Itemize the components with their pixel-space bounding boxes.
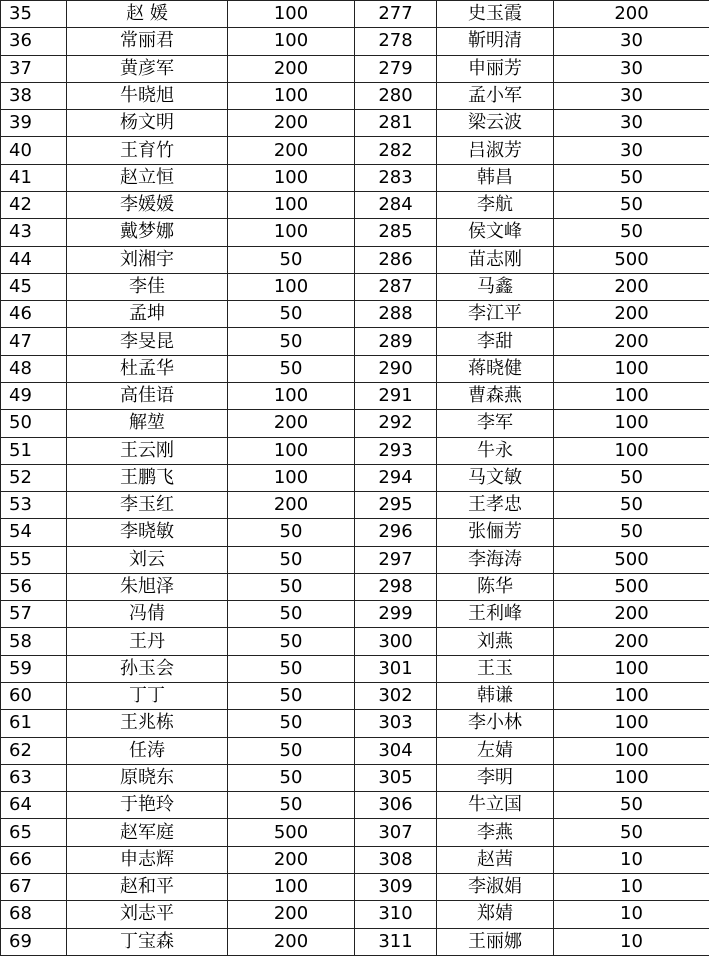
left-cell-amount[interactable]: 200: [228, 55, 355, 82]
left-cell-number[interactable]: 39: [1, 110, 67, 137]
left-cell-number[interactable]: 49: [1, 382, 67, 409]
right-cell-name[interactable]: 蒋晓健: [437, 355, 554, 382]
left-cell-amount[interactable]: 200: [228, 901, 355, 928]
right-cell-number[interactable]: 280: [355, 82, 437, 109]
table-row: [1, 437, 709, 464]
left-cell-name[interactable]: 王云刚: [67, 437, 228, 464]
left-cell-name[interactable]: 牛晓旭: [67, 82, 228, 109]
table-row: [1, 874, 709, 901]
table-row: [1, 137, 709, 164]
right-cell-amount[interactable]: 200: [554, 601, 709, 628]
left-cell-number[interactable]: 35: [1, 1, 67, 28]
left-cell-amount[interactable]: 100: [228, 191, 355, 218]
right-cell-number[interactable]: 290: [355, 355, 437, 382]
right-cell-number[interactable]: 277: [355, 1, 437, 28]
left-cell-name[interactable]: 赵 媛: [67, 1, 228, 28]
right-cell-amount[interactable]: 50: [554, 191, 709, 218]
left-cell-name[interactable]: 王兆栋: [67, 710, 228, 737]
right-cell-name[interactable]: 史玉霞: [437, 1, 554, 28]
right-cell-name[interactable]: 郑婧: [437, 901, 554, 928]
right-cell-number[interactable]: 279: [355, 55, 437, 82]
table-row: [1, 601, 709, 628]
left-cell-amount[interactable]: 50: [228, 792, 355, 819]
left-cell-name[interactable]: 李旻昆: [67, 328, 228, 355]
left-cell-number[interactable]: 36: [1, 28, 67, 55]
right-cell-amount[interactable]: 200: [554, 301, 709, 328]
right-cell-number[interactable]: 283: [355, 164, 437, 191]
right-cell-amount[interactable]: 100: [554, 710, 709, 737]
table-row: [1, 792, 709, 819]
left-cell-number[interactable]: 46: [1, 301, 67, 328]
right-cell-number[interactable]: 289: [355, 328, 437, 355]
table-row: [1, 819, 709, 846]
right-cell-name[interactable]: 苗志刚: [437, 246, 554, 273]
right-cell-amount[interactable]: 50: [554, 219, 709, 246]
table-row: [1, 764, 709, 791]
right-cell-amount[interactable]: 10: [554, 928, 709, 955]
right-cell-number[interactable]: 310: [355, 901, 437, 928]
left-cell-amount[interactable]: 100: [228, 164, 355, 191]
left-cell-name[interactable]: 任涛: [67, 737, 228, 764]
table-row: [1, 519, 709, 546]
right-cell-name[interactable]: 李燕: [437, 819, 554, 846]
right-cell-number[interactable]: 300: [355, 628, 437, 655]
right-cell-name[interactable]: 李小林: [437, 710, 554, 737]
left-cell-amount[interactable]: 100: [228, 28, 355, 55]
left-cell-name[interactable]: 赵和平: [67, 874, 228, 901]
right-cell-amount[interactable]: 50: [554, 792, 709, 819]
right-cell-amount[interactable]: 50: [554, 519, 709, 546]
left-cell-amount[interactable]: 500: [228, 819, 355, 846]
left-cell-number[interactable]: 56: [1, 573, 67, 600]
right-cell-name[interactable]: 李江平: [437, 301, 554, 328]
table-row: [1, 737, 709, 764]
left-cell-name[interactable]: 朱旭泽: [67, 573, 228, 600]
left-cell-number[interactable]: 52: [1, 464, 67, 491]
table-row: [1, 464, 709, 491]
left-cell-amount[interactable]: 50: [228, 301, 355, 328]
left-cell-name[interactable]: 李媛媛: [67, 191, 228, 218]
table-row: [1, 191, 709, 218]
left-cell-number[interactable]: 48: [1, 355, 67, 382]
right-cell-amount[interactable]: 100: [554, 410, 709, 437]
left-cell-name[interactable]: 王鹏飞: [67, 464, 228, 491]
left-cell-name[interactable]: 杨文明: [67, 110, 228, 137]
left-cell-amount[interactable]: 100: [228, 1, 355, 28]
right-cell-amount[interactable]: 10: [554, 901, 709, 928]
left-cell-number[interactable]: 61: [1, 710, 67, 737]
right-cell-name[interactable]: 刘燕: [437, 628, 554, 655]
left-cell-name[interactable]: 刘云: [67, 546, 228, 573]
left-cell-amount[interactable]: 200: [228, 410, 355, 437]
right-cell-name[interactable]: 吕淑芳: [437, 137, 554, 164]
table-row: [1, 628, 709, 655]
left-cell-name[interactable]: 黄彦军: [67, 55, 228, 82]
right-cell-number[interactable]: 303: [355, 710, 437, 737]
left-cell-amount[interactable]: 200: [228, 846, 355, 873]
right-cell-name[interactable]: 李明: [437, 764, 554, 791]
right-cell-number[interactable]: 308: [355, 846, 437, 873]
table-body: [1, 1, 709, 956]
left-cell-number[interactable]: 44: [1, 246, 67, 273]
left-cell-amount[interactable]: 50: [228, 628, 355, 655]
right-cell-amount[interactable]: 500: [554, 246, 709, 273]
table-row: [1, 382, 709, 409]
right-cell-name[interactable]: 张俪芳: [437, 519, 554, 546]
table-row: [1, 328, 709, 355]
table-row: [1, 573, 709, 600]
right-cell-amount[interactable]: 100: [554, 382, 709, 409]
left-cell-amount[interactable]: 100: [228, 382, 355, 409]
left-cell-name[interactable]: 高佳语: [67, 382, 228, 409]
left-cell-amount[interactable]: 50: [228, 683, 355, 710]
left-cell-amount[interactable]: 50: [228, 328, 355, 355]
table-row: [1, 301, 709, 328]
left-cell-amount[interactable]: 200: [228, 110, 355, 137]
right-cell-amount[interactable]: 10: [554, 846, 709, 873]
right-cell-number[interactable]: 288: [355, 301, 437, 328]
table-row: [1, 55, 709, 82]
right-cell-amount[interactable]: 100: [554, 737, 709, 764]
left-cell-number[interactable]: 65: [1, 819, 67, 846]
table-row: [1, 546, 709, 573]
right-cell-amount[interactable]: 200: [554, 1, 709, 28]
left-cell-amount[interactable]: 200: [228, 137, 355, 164]
right-cell-name[interactable]: 李淑娟: [437, 874, 554, 901]
right-cell-number[interactable]: 284: [355, 191, 437, 218]
right-cell-name[interactable]: 马鑫: [437, 273, 554, 300]
left-cell-name[interactable]: 王丹: [67, 628, 228, 655]
right-cell-number[interactable]: 309: [355, 874, 437, 901]
left-cell-amount[interactable]: 50: [228, 246, 355, 273]
left-cell-name[interactable]: 李晓敏: [67, 519, 228, 546]
right-cell-number[interactable]: 301: [355, 655, 437, 682]
right-cell-amount[interactable]: 100: [554, 655, 709, 682]
table-row: [1, 901, 709, 928]
left-cell-name[interactable]: 杜孟华: [67, 355, 228, 382]
right-cell-name[interactable]: 王利峰: [437, 601, 554, 628]
right-cell-amount[interactable]: 100: [554, 437, 709, 464]
right-cell-number[interactable]: 296: [355, 519, 437, 546]
left-cell-number[interactable]: 43: [1, 219, 67, 246]
left-cell-amount[interactable]: 50: [228, 546, 355, 573]
right-cell-amount[interactable]: 50: [554, 164, 709, 191]
right-cell-number[interactable]: 287: [355, 273, 437, 300]
right-cell-number[interactable]: 295: [355, 492, 437, 519]
table-row: [1, 246, 709, 273]
right-cell-name[interactable]: 牛立国: [437, 792, 554, 819]
table-row: [1, 846, 709, 873]
right-cell-name[interactable]: 陈华: [437, 573, 554, 600]
right-cell-amount[interactable]: 100: [554, 683, 709, 710]
right-cell-name[interactable]: 李军: [437, 410, 554, 437]
left-cell-amount[interactable]: 100: [228, 437, 355, 464]
table-row: [1, 492, 709, 519]
left-cell-name[interactable]: 原晓东: [67, 764, 228, 791]
right-cell-amount[interactable]: 500: [554, 546, 709, 573]
left-cell-number[interactable]: 51: [1, 437, 67, 464]
right-cell-name[interactable]: 曹森燕: [437, 382, 554, 409]
left-cell-amount[interactable]: 50: [228, 355, 355, 382]
right-cell-number[interactable]: 307: [355, 819, 437, 846]
left-cell-number[interactable]: 54: [1, 519, 67, 546]
left-cell-name[interactable]: 戴梦娜: [67, 219, 228, 246]
right-cell-number[interactable]: 299: [355, 601, 437, 628]
left-cell-amount[interactable]: 100: [228, 874, 355, 901]
left-cell-number[interactable]: 59: [1, 655, 67, 682]
left-cell-amount[interactable]: 200: [228, 928, 355, 955]
right-cell-number[interactable]: 281: [355, 110, 437, 137]
left-cell-amount[interactable]: 50: [228, 601, 355, 628]
left-cell-amount[interactable]: 100: [228, 464, 355, 491]
table-row: [1, 110, 709, 137]
left-cell-number[interactable]: 63: [1, 764, 67, 791]
right-cell-amount[interactable]: 30: [554, 82, 709, 109]
right-cell-amount[interactable]: 200: [554, 273, 709, 300]
right-cell-amount[interactable]: 100: [554, 764, 709, 791]
left-cell-number[interactable]: 57: [1, 601, 67, 628]
left-cell-name[interactable]: 于艳玲: [67, 792, 228, 819]
left-cell-name[interactable]: 李玉红: [67, 492, 228, 519]
right-cell-name[interactable]: 孟小军: [437, 82, 554, 109]
left-cell-name[interactable]: 冯倩: [67, 601, 228, 628]
left-cell-number[interactable]: 42: [1, 191, 67, 218]
left-cell-name[interactable]: 解堃: [67, 410, 228, 437]
left-cell-number[interactable]: 69: [1, 928, 67, 955]
table-row: [1, 655, 709, 682]
left-cell-name[interactable]: 申志辉: [67, 846, 228, 873]
right-cell-number[interactable]: 291: [355, 382, 437, 409]
left-cell-number[interactable]: 55: [1, 546, 67, 573]
left-cell-number[interactable]: 67: [1, 874, 67, 901]
table-row: [1, 164, 709, 191]
table-row: [1, 1, 709, 28]
right-cell-name[interactable]: 韩谦: [437, 683, 554, 710]
left-cell-name[interactable]: 赵立恒: [67, 164, 228, 191]
right-cell-number[interactable]: 292: [355, 410, 437, 437]
table-row: [1, 928, 709, 955]
right-cell-amount[interactable]: 200: [554, 628, 709, 655]
right-cell-amount[interactable]: 50: [554, 492, 709, 519]
right-cell-amount[interactable]: 30: [554, 28, 709, 55]
right-cell-number[interactable]: 294: [355, 464, 437, 491]
right-cell-name[interactable]: 王玉: [437, 655, 554, 682]
right-cell-number[interactable]: 278: [355, 28, 437, 55]
right-cell-number[interactable]: 285: [355, 219, 437, 246]
table-row: [1, 82, 709, 109]
left-cell-number[interactable]: 40: [1, 137, 67, 164]
left-cell-number[interactable]: 38: [1, 82, 67, 109]
table-row: [1, 410, 709, 437]
left-cell-amount[interactable]: 50: [228, 519, 355, 546]
right-cell-name[interactable]: 韩昌: [437, 164, 554, 191]
left-cell-amount[interactable]: 100: [228, 82, 355, 109]
right-cell-name[interactable]: 靳明清: [437, 28, 554, 55]
table-row: [1, 219, 709, 246]
left-cell-name[interactable]: 赵军庭: [67, 819, 228, 846]
left-cell-name[interactable]: 丁丁: [67, 683, 228, 710]
left-cell-number[interactable]: 41: [1, 164, 67, 191]
right-cell-number[interactable]: 302: [355, 683, 437, 710]
right-cell-number[interactable]: 306: [355, 792, 437, 819]
right-cell-number[interactable]: 282: [355, 137, 437, 164]
left-cell-number[interactable]: 68: [1, 901, 67, 928]
right-cell-number[interactable]: 286: [355, 246, 437, 273]
left-cell-number[interactable]: 60: [1, 683, 67, 710]
left-cell-number[interactable]: 37: [1, 55, 67, 82]
right-cell-name[interactable]: 牛永: [437, 437, 554, 464]
right-cell-number[interactable]: 311: [355, 928, 437, 955]
table-row: [1, 273, 709, 300]
right-cell-name[interactable]: 李海涛: [437, 546, 554, 573]
right-cell-name[interactable]: 申丽芳: [437, 55, 554, 82]
right-cell-number[interactable]: 298: [355, 573, 437, 600]
left-cell-name[interactable]: 刘志平: [67, 901, 228, 928]
right-cell-name[interactable]: 王丽娜: [437, 928, 554, 955]
right-cell-name[interactable]: 马文敏: [437, 464, 554, 491]
right-cell-amount[interactable]: 30: [554, 55, 709, 82]
right-cell-amount[interactable]: 50: [554, 464, 709, 491]
left-cell-number[interactable]: 47: [1, 328, 67, 355]
right-cell-name[interactable]: 王孝忠: [437, 492, 554, 519]
right-cell-name[interactable]: 梁云波: [437, 110, 554, 137]
right-cell-name[interactable]: 左婧: [437, 737, 554, 764]
right-cell-name[interactable]: 李航: [437, 191, 554, 218]
left-cell-number[interactable]: 64: [1, 792, 67, 819]
right-cell-amount[interactable]: 500: [554, 573, 709, 600]
left-cell-name[interactable]: 孟坤: [67, 301, 228, 328]
table-row: [1, 683, 709, 710]
left-cell-name[interactable]: 王育竹: [67, 137, 228, 164]
left-cell-amount[interactable]: 50: [228, 737, 355, 764]
left-cell-amount[interactable]: 200: [228, 492, 355, 519]
left-cell-number[interactable]: 45: [1, 273, 67, 300]
left-cell-name[interactable]: 常丽君: [67, 28, 228, 55]
table-row: [1, 28, 709, 55]
right-cell-amount[interactable]: 100: [554, 355, 709, 382]
left-cell-amount[interactable]: 50: [228, 573, 355, 600]
left-cell-amount[interactable]: 100: [228, 219, 355, 246]
right-cell-amount[interactable]: 50: [554, 819, 709, 846]
left-cell-number[interactable]: 58: [1, 628, 67, 655]
left-cell-name[interactable]: 丁宝森: [67, 928, 228, 955]
right-cell-number[interactable]: 293: [355, 437, 437, 464]
table-row: [1, 710, 709, 737]
left-cell-amount[interactable]: 50: [228, 710, 355, 737]
left-cell-number[interactable]: 62: [1, 737, 67, 764]
right-cell-amount[interactable]: 30: [554, 137, 709, 164]
right-cell-name[interactable]: 李甜: [437, 328, 554, 355]
right-cell-amount[interactable]: 30: [554, 110, 709, 137]
left-cell-name[interactable]: 孙玉会: [67, 655, 228, 682]
right-cell-number[interactable]: 297: [355, 546, 437, 573]
right-cell-number[interactable]: 305: [355, 764, 437, 791]
left-cell-number[interactable]: 50: [1, 410, 67, 437]
left-cell-name[interactable]: 刘湘宇: [67, 246, 228, 273]
left-cell-amount[interactable]: 50: [228, 655, 355, 682]
left-cell-number[interactable]: 66: [1, 846, 67, 873]
left-cell-amount[interactable]: 100: [228, 273, 355, 300]
right-cell-number[interactable]: 304: [355, 737, 437, 764]
left-cell-number[interactable]: 53: [1, 492, 67, 519]
table-row: [1, 355, 709, 382]
right-cell-amount[interactable]: 10: [554, 874, 709, 901]
left-cell-amount[interactable]: 50: [228, 764, 355, 791]
right-cell-name[interactable]: 侯文峰: [437, 219, 554, 246]
left-cell-name[interactable]: 李佳: [67, 273, 228, 300]
right-cell-amount[interactable]: 200: [554, 328, 709, 355]
right-cell-name[interactable]: 赵茜: [437, 846, 554, 873]
